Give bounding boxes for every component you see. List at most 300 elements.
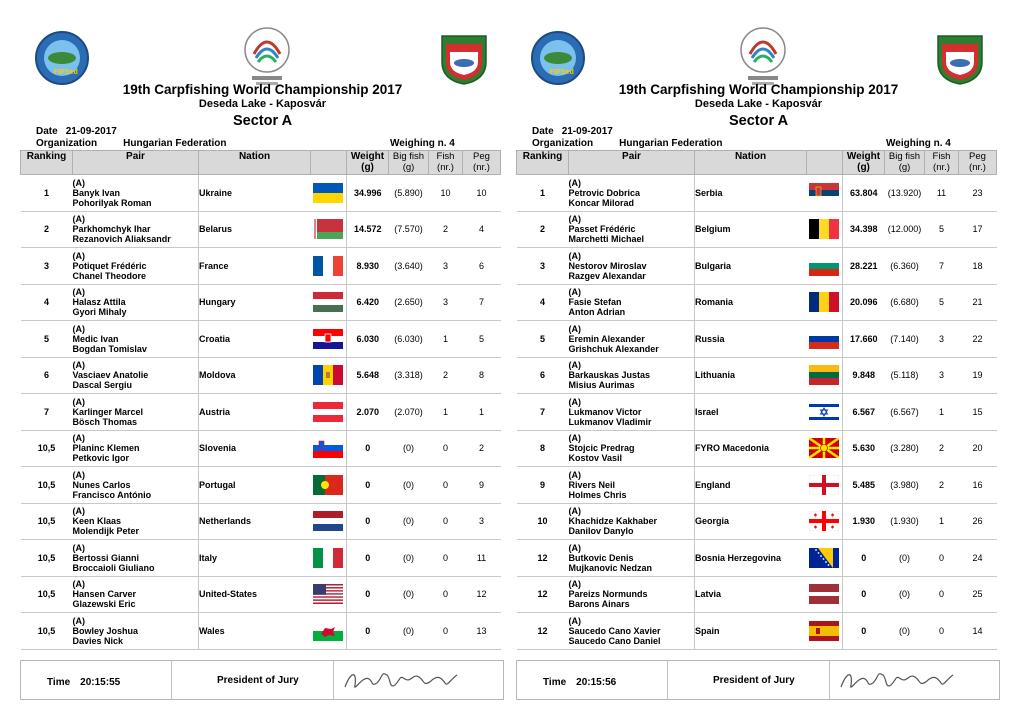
header-nation: Nation [199,151,311,175]
bigfish-cell: (3.980) [885,467,925,504]
pair-cell [73,467,199,504]
table-row [517,576,997,613]
weight-cell: 28.221 [843,248,885,285]
header-fish-label: Fish [436,151,455,162]
rank-cell: 6 [21,357,73,394]
pair-angler-1: Lukmanov Victor [568,406,642,417]
peg-cell: 17 [959,211,997,248]
nation-cell: Slovenia [199,430,311,467]
pair-cell [73,357,199,394]
peg-cell: 9 [463,467,501,504]
pair-cell [569,357,695,394]
croatia-flag-icon [313,329,343,349]
pair-angler-2: Pohorilyak Roman [72,197,152,208]
pair-angler-2: Koncar Milorad [568,197,635,208]
pair-sector: (A) [568,214,581,225]
pair-angler-1: Banyk Ivan [72,187,121,198]
president-of-jury-label: President of Jury [217,675,299,686]
peg-cell: 2 [463,430,501,467]
championship-title: 19th Carpfishing World Championship 2017 [618,82,899,97]
pair-sector: (A) [568,396,581,407]
pair-angler-1: Rivers Neil [568,479,616,490]
weight-cell: 14.572 [347,211,389,248]
fish-count-cell: 5 [925,211,959,248]
weight-cell: 5.648 [347,357,389,394]
results-sheet-right [516,0,1001,723]
pair-angler-1: Fasie Stefan [568,297,622,308]
mohosz-shield-logo-icon [934,30,986,86]
peg-cell: 24 [959,540,997,577]
romania-flag-icon [809,292,839,312]
table-row [21,321,501,358]
flag-cell [311,284,347,321]
peg-cell: 10 [463,175,501,212]
flag-cell [807,284,843,321]
pair-angler-2: Mujkanovic Nedzan [568,562,653,573]
weight-cell: 34.996 [347,175,389,212]
pair-angler-2: Rezanovich Aliaksandr [72,234,171,245]
rank-cell: 3 [21,248,73,285]
pair-cell [73,503,199,540]
rank-cell: 1 [517,175,569,212]
bigfish-cell: (5.118) [885,357,925,394]
nation-cell: Croatia [199,321,311,358]
table-row [517,248,997,285]
fish-count-cell: 3 [925,357,959,394]
fish-count-cell: 5 [925,284,959,321]
peg-cell: 18 [959,248,997,285]
fish-count-cell: 0 [429,576,463,613]
pair-cell [73,394,199,431]
weight-cell: 0 [347,540,389,577]
fish-count-cell: 0 [429,540,463,577]
pair-angler-1: Khachidze Kakhaber [568,516,658,527]
table-row [517,503,997,540]
pair-angler-1: Saucedo Cano Xavier [568,625,661,636]
header-peg [959,151,997,175]
pair-sector: (A) [568,506,581,517]
pair-sector: (A) [72,250,85,261]
peg-cell: 22 [959,321,997,358]
rank-cell: 5 [21,321,73,358]
weight-cell: 0 [843,540,885,577]
fish-count-cell: 3 [429,248,463,285]
pair-cell [569,576,695,613]
netherlands-flag-icon [313,511,343,531]
pair-angler-2: Bösch Thomas [72,416,138,427]
bigfish-cell: (1.930) [885,503,925,540]
header-bigfish-label: Big fish [392,151,425,162]
weight-cell: 0 [347,503,389,540]
flag-cell [311,321,347,358]
nation-cell: Moldova [199,357,311,394]
pair-angler-1: Keen Klaas [72,516,122,527]
flag-cell [807,540,843,577]
header-bigfish-unit: (g) [402,162,415,173]
header-weight [843,151,885,175]
pair-sector: (A) [72,214,85,225]
nation-cell: Belarus [199,211,311,248]
pair-angler-1: Halasz Attila [72,297,126,308]
footer-divider [829,661,830,699]
header-bigfish [885,151,925,175]
bulgaria-flag-icon [809,256,839,276]
time-label: Time [47,677,71,688]
weight-cell: 5.630 [843,430,885,467]
fish-count-cell: 10 [429,175,463,212]
rank-cell: 10,5 [21,540,73,577]
russia-flag-icon [809,329,839,349]
macedonia-flag-icon [809,438,839,458]
pair-cell [569,394,695,431]
pair-angler-1: Planinc Klemen [72,443,140,454]
england-flag-icon [809,475,839,495]
footer-divider [171,661,172,699]
organization-label: Organization [532,138,594,149]
rank-cell: 2 [517,211,569,248]
pair-cell [569,430,695,467]
bigfish-cell: (0) [885,540,925,577]
time-label: Time [543,677,567,688]
flag-cell [807,248,843,285]
weight-cell: 6.567 [843,394,885,431]
rank-cell: 9 [517,467,569,504]
bigfish-cell: (0) [885,613,925,650]
nation-cell: Ukraine [199,175,311,212]
peg-cell: 20 [959,430,997,467]
weight-cell: 0 [347,613,389,650]
weight-cell: 6.420 [347,284,389,321]
pair-angler-1: Bertossi Gianni [72,552,140,563]
pair-cell [569,613,695,650]
fips-ed-carp-logo-icon [528,30,588,86]
serbia-flag-icon [809,183,839,203]
fish-count-cell: 11 [925,175,959,212]
weight-cell: 20.096 [843,284,885,321]
bigfish-cell: (0) [389,613,429,650]
fish-count-cell: 2 [429,357,463,394]
organization-value: Hungarian Federation [123,138,227,149]
table-row [21,540,501,577]
pair-cell [569,540,695,577]
rank-cell: 3 [517,248,569,285]
flag-cell [311,503,347,540]
flag-cell [807,430,843,467]
pair-sector: (A) [568,615,581,626]
pair-sector: (A) [72,506,85,517]
peg-cell: 7 [463,284,501,321]
results-body [21,175,501,650]
rank-cell: 5 [517,321,569,358]
pair-angler-2: Holmes Chris [568,489,627,500]
rank-cell: 10,5 [21,613,73,650]
bigfish-cell: (0) [389,540,429,577]
table-row [517,284,997,321]
pair-angler-2: Barons Ainars [568,599,630,610]
flag-cell [311,430,347,467]
fish-count-cell: 0 [429,613,463,650]
flag-cell [807,467,843,504]
bigfish-cell: (7.140) [885,321,925,358]
fish-count-cell: 1 [925,394,959,431]
organization-line [36,138,226,149]
fish-count-cell: 0 [925,540,959,577]
bigfish-cell: (0) [389,576,429,613]
svg-text:FIPSed: FIPSed [550,69,574,76]
peg-cell: 15 [959,394,997,431]
portugal-flag-icon [313,475,343,495]
pair-angler-2: Razgev Alexandar [568,270,646,281]
organization-value: Hungarian Federation [619,138,723,149]
time-line [47,677,120,688]
pair-angler-1: Eremin Alexander [568,333,645,344]
table-header-row [517,151,997,175]
pair-cell [73,540,199,577]
weight-cell: 6.030 [347,321,389,358]
table-row [21,284,501,321]
organization-label: Organization [36,138,98,149]
pair-cell [569,211,695,248]
results-table [20,150,501,650]
nation-cell: France [199,248,311,285]
hungary-flag-icon [313,292,343,312]
pair-angler-2: Danilov Danylo [568,526,634,537]
nation-cell: FYRO Macedonia [695,430,807,467]
peg-cell: 11 [463,540,501,577]
fish-count-cell: 0 [429,467,463,504]
pair-angler-1: Medic Ivan [72,333,119,344]
world-championship-logo-icon [242,24,292,90]
pair-angler-2: Petkovic Igor [72,453,130,464]
bigfish-cell: (0) [389,503,429,540]
pair-cell [73,576,199,613]
date-line [36,126,117,137]
results-sheet-left [20,0,505,723]
rank-cell: 7 [517,394,569,431]
pair-angler-2: Lukmanov Vladimir [568,416,652,427]
rank-cell: 10 [517,503,569,540]
peg-cell: 26 [959,503,997,540]
flag-cell [311,175,347,212]
results-body [517,175,997,650]
footer-box [20,660,504,700]
header-ranking: Ranking [21,151,73,175]
nation-cell: Serbia [695,175,807,212]
header-fish [925,151,959,175]
bigfish-cell: (5.890) [389,175,429,212]
header-weight-label: Weight [846,151,881,162]
pair-sector: (A) [568,433,581,444]
pair-cell [569,248,695,285]
sector-heading: Sector A [728,113,789,129]
nation-cell: Bosnia Herzegovina [695,540,807,577]
bigfish-cell: (7.570) [389,211,429,248]
fish-count-cell: 1 [925,503,959,540]
date-label: Date [36,126,58,137]
flag-cell [311,248,347,285]
flag-cell [311,613,347,650]
usa-flag-icon [313,584,343,604]
table-row [21,467,501,504]
bigfish-cell: (3.280) [885,430,925,467]
venue-subtitle: Deseda Lake - Kaposvár [694,98,823,110]
pair-angler-1: Nunes Carlos [72,479,131,490]
pair-angler-1: Bowley Joshua [72,625,139,636]
footer-divider [667,661,668,699]
pair-sector: (A) [568,542,581,553]
rank-cell: 7 [21,394,73,431]
date-label: Date [532,126,554,137]
header-bigfish-label: Big fish [888,151,921,162]
pair-cell [73,430,199,467]
pair-cell [569,467,695,504]
rank-cell: 12 [517,613,569,650]
flag-cell [311,576,347,613]
rank-cell: 6 [517,357,569,394]
fish-count-cell: 2 [925,467,959,504]
table-row [21,430,501,467]
nation-cell: Lithuania [695,357,807,394]
table-row [517,540,997,577]
pair-sector: (A) [72,323,85,334]
pair-sector: (A) [72,542,85,553]
pair-sector: (A) [568,579,581,590]
pair-cell [569,175,695,212]
bigfish-cell: (3.640) [389,248,429,285]
nation-cell: Netherlands [199,503,311,540]
table-row [517,430,997,467]
rank-cell: 10,5 [21,503,73,540]
header-flag [807,151,843,175]
pair-cell [73,284,199,321]
header-weight-unit: (g) [857,162,870,173]
fish-count-cell: 3 [925,321,959,358]
footer-box [516,660,1000,700]
header-bigfish [389,151,429,175]
wales-flag-icon [313,621,343,641]
pair-angler-1: Hansen Carver [72,589,137,600]
flag-cell [311,467,347,504]
pair-angler-1: Karlinger Marcel [72,406,144,417]
weight-cell: 0 [347,430,389,467]
italy-flag-icon [313,548,343,568]
fish-count-cell: 7 [925,248,959,285]
header-fish-label: Fish [932,151,951,162]
peg-cell: 6 [463,248,501,285]
pair-angler-2: Chanel Theodore [72,270,147,281]
pair-cell [73,321,199,358]
fish-count-cell: 0 [925,613,959,650]
mohosz-shield-logo-icon [438,30,490,86]
pair-angler-1: Pareizs Normunds [568,589,648,600]
svg-text:FIPSed: FIPSed [54,69,78,76]
table-row [517,467,997,504]
pair-sector: (A) [568,250,581,261]
pair-sector: (A) [72,396,85,407]
header-peg-label: Peg [969,151,986,162]
weight-cell: 0 [843,613,885,650]
bigfish-cell: (2.650) [389,284,429,321]
pair-angler-1: Potiquet Frédéric [72,260,147,271]
peg-cell: 12 [463,576,501,613]
pair-angler-2: Saucedo Cano Daniel [568,635,661,646]
rank-cell: 10,5 [21,430,73,467]
nation-cell: Bulgaria [695,248,807,285]
header-weight-label: Weight [350,151,385,162]
table-row [21,394,501,431]
pair-angler-1: Passet Frédéric [568,224,636,235]
header-peg-unit: (nr.) [969,162,986,173]
flag-cell [311,211,347,248]
header-peg-unit: (nr.) [473,162,490,173]
bigfish-cell: (2.070) [389,394,429,431]
peg-cell: 4 [463,211,501,248]
flag-cell [311,540,347,577]
slovenia-flag-icon [313,438,343,458]
table-row [517,613,997,650]
weighing-number: Weighing n. 4 [390,138,455,149]
footer-divider [333,661,334,699]
pair-sector: (A) [72,433,85,444]
table-row [517,321,997,358]
date-value: 21-09-2017 [65,126,117,137]
nation-cell: Hungary [199,284,311,321]
pair-angler-2: Francisco António [72,489,152,500]
moldova-flag-icon [313,365,343,385]
austria-flag-icon [313,402,343,422]
peg-cell: 25 [959,576,997,613]
nation-cell: Russia [695,321,807,358]
header-peg-label: Peg [473,151,490,162]
results-table [516,150,997,650]
pair-sector: (A) [568,360,581,371]
bigfish-cell: (0) [389,430,429,467]
latvia-flag-icon [809,584,839,604]
nation-cell: Italy [199,540,311,577]
peg-cell: 8 [463,357,501,394]
signature-icon [341,665,461,695]
time-value: 20:15:55 [80,677,121,688]
weight-cell: 0 [843,576,885,613]
pair-angler-1: Barkauskas Justas [568,370,651,381]
peg-cell: 19 [959,357,997,394]
sector-heading: Sector A [232,113,293,129]
belgium-flag-icon [809,219,839,239]
peg-cell: 14 [959,613,997,650]
rank-cell: 10,5 [21,576,73,613]
peg-cell: 23 [959,175,997,212]
pair-angler-2: Molendijk Peter [72,526,140,537]
rank-cell: 8 [517,430,569,467]
flag-cell [807,211,843,248]
peg-cell: 1 [463,394,501,431]
table-row [21,248,501,285]
date-value: 21-09-2017 [561,126,613,137]
rank-cell: 1 [21,175,73,212]
table-row [21,503,501,540]
table-header-row [21,151,501,175]
header-fish-unit: (nr.) [437,162,454,173]
pair-angler-1: Stojcic Predrag [568,443,635,454]
pair-sector: (A) [72,469,85,480]
table-row [21,613,501,650]
table-row [517,211,997,248]
ukraine-flag-icon [313,183,343,203]
fish-count-cell: 1 [429,394,463,431]
table-row [21,175,501,212]
bigfish-cell: (6.567) [885,394,925,431]
nation-cell: England [695,467,807,504]
